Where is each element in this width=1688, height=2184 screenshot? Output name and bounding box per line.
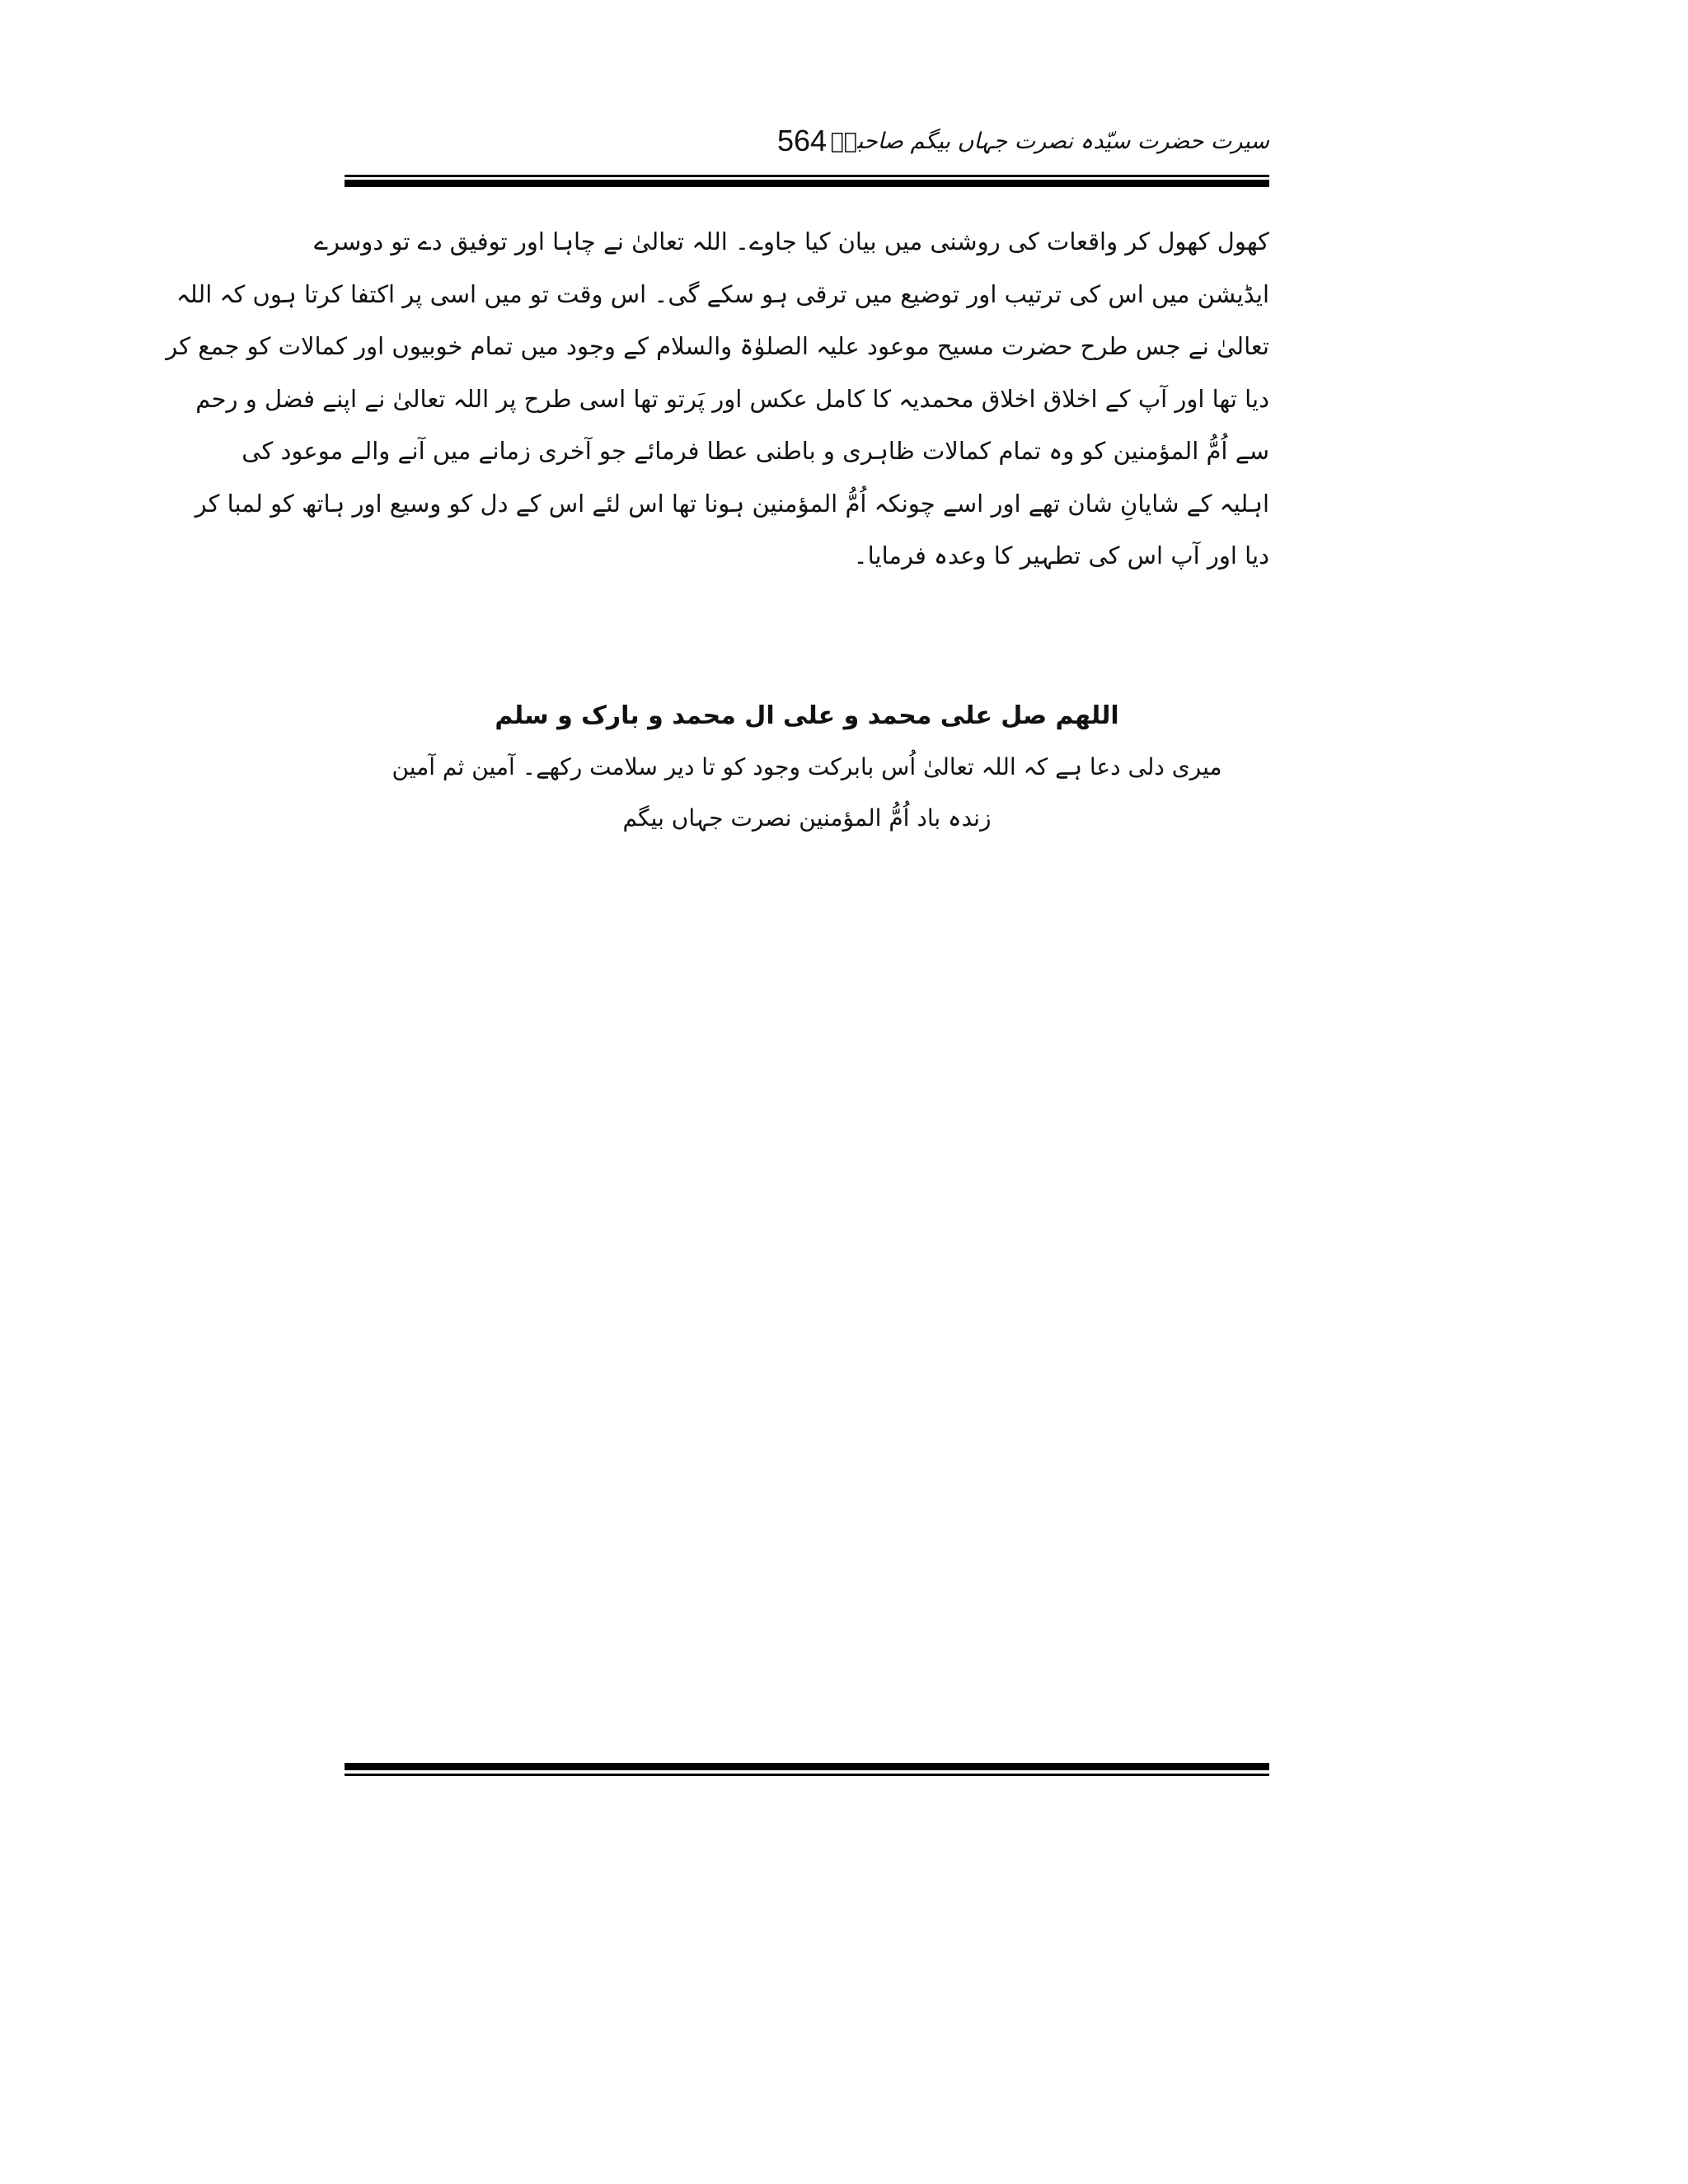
header-rule-thick <box>345 180 1269 187</box>
body-line: کھول کھول کر واقعات کی روشنی میں بیان کیا جاوے۔ اللہ تعالیٰ نے چاہا اور توفیق دے تو دوسرے <box>313 227 1269 255</box>
header-rule-thin <box>345 175 1269 177</box>
durood-line: اللھم صل علی محمد و علی ال محمد و بارک و سلم <box>495 701 1119 730</box>
closing-section <box>345 691 1269 844</box>
prayer-line: میری دلی دعا ہے کہ اللہ تعالیٰ اُس بابرکت وجود کو تا دیر سلامت رکھے۔ آمین ثم آمین <box>392 753 1222 780</box>
page-number: 564 <box>777 124 828 157</box>
body-line: سے اُمُّ المؤمنین کو وہ تمام کمالات ظاہری و باطنی عطا فرمائے جو آخری زمانے میں آنے والے موعود کی <box>241 437 1269 465</box>
page-header <box>345 124 1269 173</box>
running-title: سیرت حضرت سیّدہ نصرت جہاں بیگم صاحبہؓ <box>830 129 1269 154</box>
body-line: دیا تھا اور آپ کے اخلاق اخلاق محمدیہ کا کامل عکس اور پَرتو تھا اسی طرح پر اللہ تعالیٰ نے اپنے فضل و رحم <box>195 384 1269 413</box>
body-line: اہلیہ کے شایانِ شان تھے اور اسے چونکہ اُمُّ المؤمنین ہونا تھا اس لئے اس کے دل کو وسیع اور ہاتھ کو لمبا کر <box>195 489 1269 518</box>
body-line: تعالیٰ نے جس طرح حضرت مسیح موعود علیہ الصلوٰۃ والسلام کے وجود میں تمام خوبیوں اور کمالات کو جمع کر <box>166 332 1269 360</box>
salutation-line: زندہ باد اُمُّ المؤمنین نصرت جہاں بیگم <box>622 804 992 832</box>
footer-rule-thick <box>345 1763 1269 1770</box>
body-paragraph <box>166 216 1269 583</box>
body-line: دیا اور آپ اس کی تطہیر کا وعدہ فرمایا۔ <box>853 541 1269 569</box>
body-line: ایڈیشن میں اس کی ترتیب اور توضیع میں ترقی ہو سکے گی۔ اس وقت تو میں اسی پر اکتفا کرتا ہوں کہ اللہ <box>176 279 1269 308</box>
footer-rule-thin <box>345 1774 1269 1776</box>
